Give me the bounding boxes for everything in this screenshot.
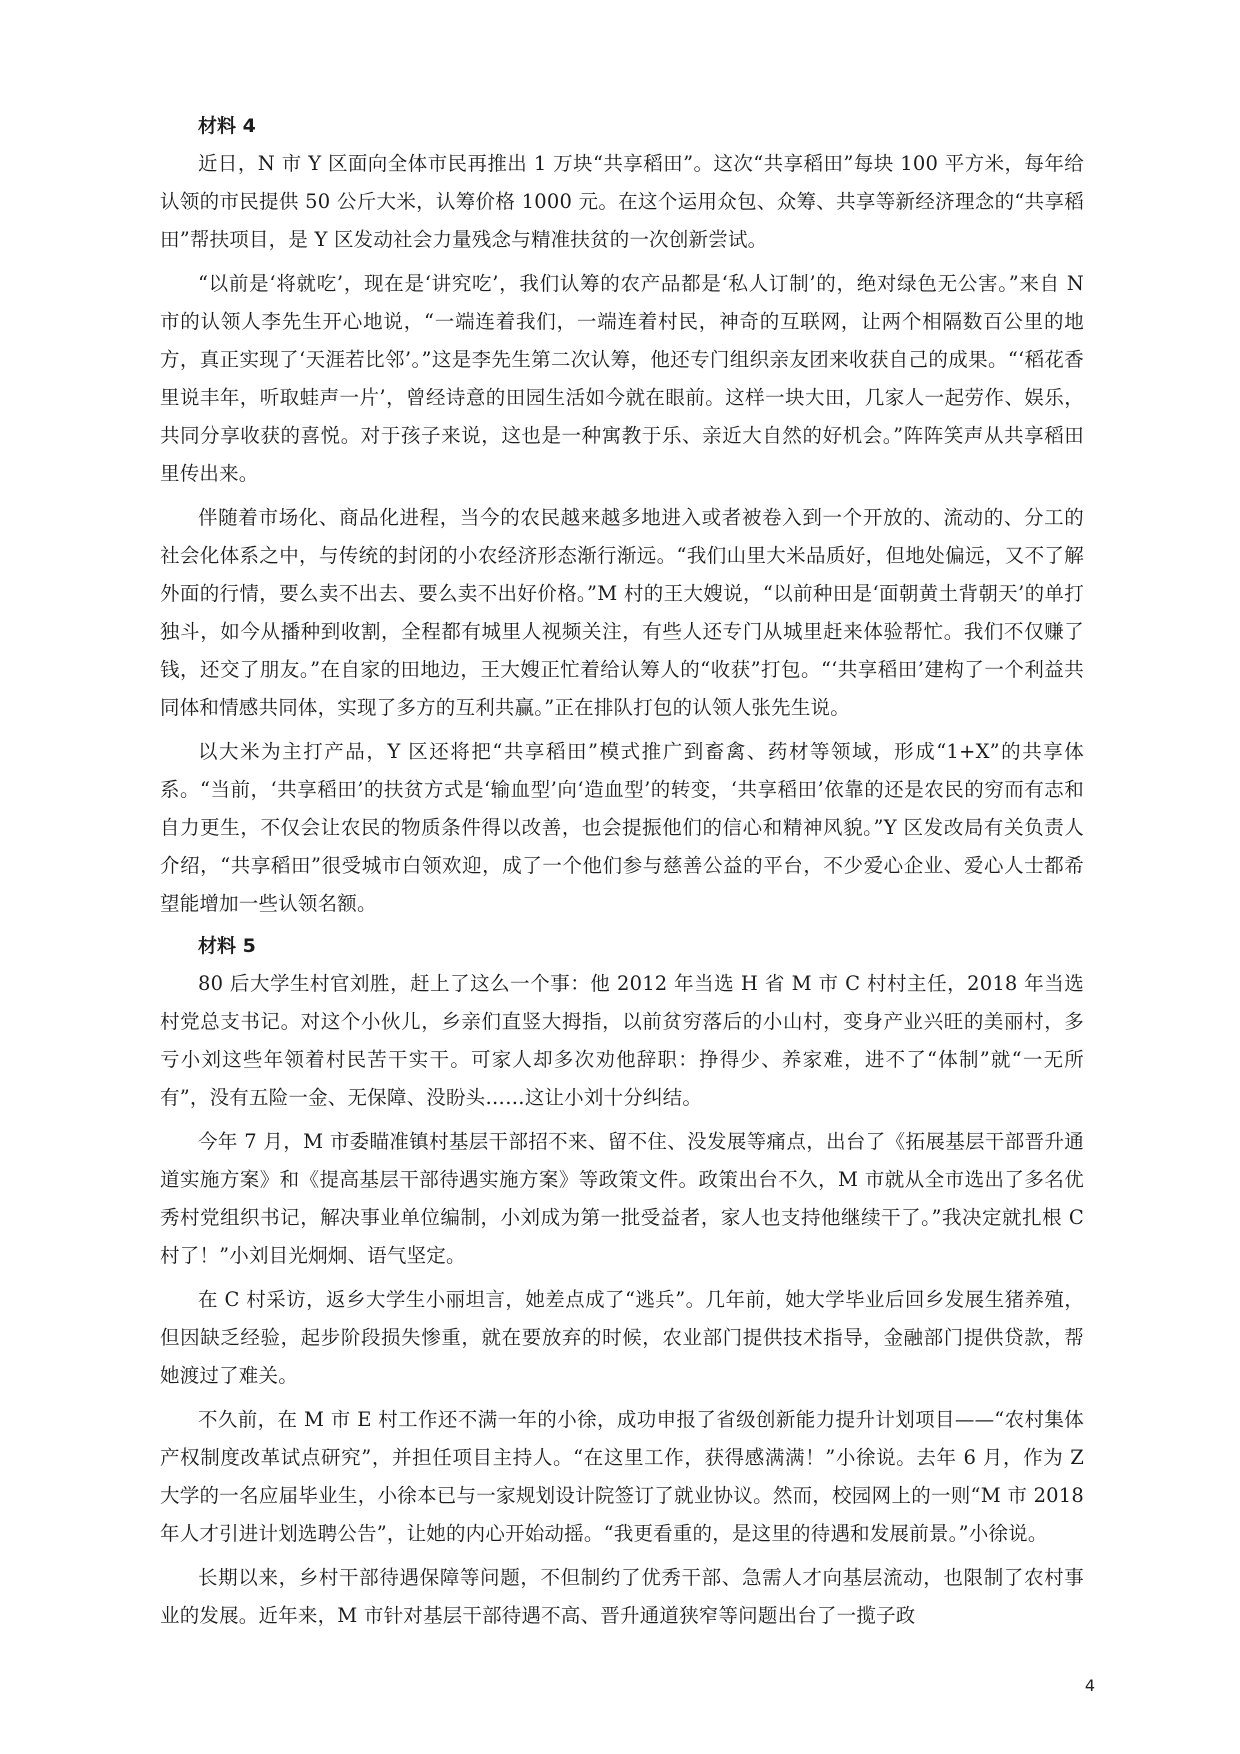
paragraph: 长期以来，乡村干部待遇保障等问题，不但制约了优秀干部、急需人才向基层流动，也限制了农村事业的发展。近年来，M 市针对基层干部待遇不高、晋升通道狭窄等问题出台了一揽子政 (160, 1566, 1084, 1627)
paragraph: 在 C 村采访，返乡大学生小丽坦言，她差点成了“逃兵”。几年前，她大学毕业后回乡发展生猪养殖，但因缺乏经验，起步阶段损失惨重，就在要放弃的时候，农业部门提供技术指导，金融部门提供贷款，帮她渡过了难关。 (160, 1288, 1084, 1387)
paragraph: 今年 7 月，M 市委瞄准镇村基层干部招不来、留不住、没发展等痛点，出台了《拓展基层干部晋升通道实施方案》和《提高基层干部待遇实施方案》等政策文件。政策出台不久，M 市就从全市选出了多名优秀村党组织书记，解决事业单位编制，小刘成为第一批受益者，家人也支持他继续干了。”我决定就扎根 C 村了！”小刘目光炯炯、语气坚定。 (160, 1130, 1084, 1267)
paragraph: 以大米为主打产品，Y 区还将把“共享稻田”模式推广到畜禽、药材等领域，形成“1+X”的共享体系。“当前，‘共享稻田’的扶贫方式是‘输血型’向‘造血型’的转变，‘共享稻田’依靠的还是农民的穷而有志和自力更生，不仅会让农民的物质条件得以改善，也会提振他们的信心和精神风貌。”Y 区发改局有关负责人介绍，“共享稻田”很受城市白领欢迎，成了一个他们参与慈善公益的平台，不少爱心企业、爱心人士都希望能增加一些认领名额。 (160, 740, 1084, 915)
paragraph: 伴随着市场化、商品化进程，当今的农民越来越多地进入或者被卷入到一个开放的、流动的、分工的社会化体系之中，与传统的封闭的小农经济形态渐行渐远。“我们山里大米品质好，但地处偏远，又不了解外面的行情，要么卖不出去、要么卖不出好价格。”M 村的王大嫂说，“以前种田是‘面朝黄土背朝天’的单打独斗，如今从播种到收割，全程都有城里人视频关注，有些人还专门从城里赶来体验帮忙。我们不仅赚了钱，还交了朋友。”在自家的田地边，王大嫂正忙着给认筹人的“收获”打包。“‘共享稻田’建构了一个利益共同体和情感共同体，实现了多方的互利共赢。”正在排队打包的认领人张先生说。 (160, 506, 1084, 719)
paragraph: 80 后大学生村官刘胜，赶上了这么一个事：他 2012 年当选 H 省 M 市 C 村村主任，2018 年当选村党总支书记。对这个小伙儿，乡亲们直竖大拇指，以前贫穷落后的小山村，变身产业兴旺的美丽村，多亏小刘这些年领着村民苦干实干。可家人却多次劝他辞职：挣得少、养家难，进不了“体制”就“一无所有”，没有五险一金、无保障、没盼头……这让小刘十分纠结。 (160, 972, 1084, 1109)
section-heading-material-4: 材料 4 (198, 115, 256, 137)
paragraph: 近日，N 市 Y 区面向全体市民再推出 1 万块“共享稻田”。这次“共享稻田”每块 100 平方米，每年给认领的市民提供 50 公斤大米，认筹价格 1000 元。在这个运用众包、众筹、共享等新经济理念的“共享稻田”帮扶项目，是 Y 区发动社会力量残念与精准扶贫的一次创新尝试。 (160, 152, 1084, 251)
page-content (160, 107, 1084, 1641)
page-number: 4 (1084, 1676, 1095, 1695)
paragraph: “以前是‘将就吃’，现在是‘讲究吃’，我们认筹的农产品都是‘私人订制’的，绝对绿色无公害。”来自 N 市的认领人李先生开心地说，“一端连着我们，一端连着村民，神奇的互联网，让两个相隔数百公里的地方，真正实现了‘天涯若比邻’。”这是李先生第二次认筹，他还专门组织亲友团来收获自己的成果。“‘稻花香里说丰年，听取蛙声一片’，曾经诗意的田园生活如今就在眼前。这样一块大田，几家人一起劳作、娱乐，共同分享收获的喜悦。对于孩子来说，这也是一种寓教于乐、亲近大自然的好机会。”阵阵笑声从共享稻田里传出来。 (160, 272, 1084, 485)
paragraph: 不久前，在 M 市 E 村工作还不满一年的小徐，成功申报了省级创新能力提升计划项目——“农村集体产权制度改革试点研究”，并担任项目主持人。“在这里工作，获得感满满！”小徐说。去年 6 月，作为 Z 大学的一名应届毕业生，小徐本已与一家规划设计院签订了就业协议。然而，校园网上的一则“M 市 2018 年人才引进计划选聘公告”，让她的内心开始动摇。“我更看重的，是这里的待遇和发展前景。”小徐说。 (160, 1408, 1084, 1545)
section-heading-material-5: 材料 5 (198, 935, 256, 957)
